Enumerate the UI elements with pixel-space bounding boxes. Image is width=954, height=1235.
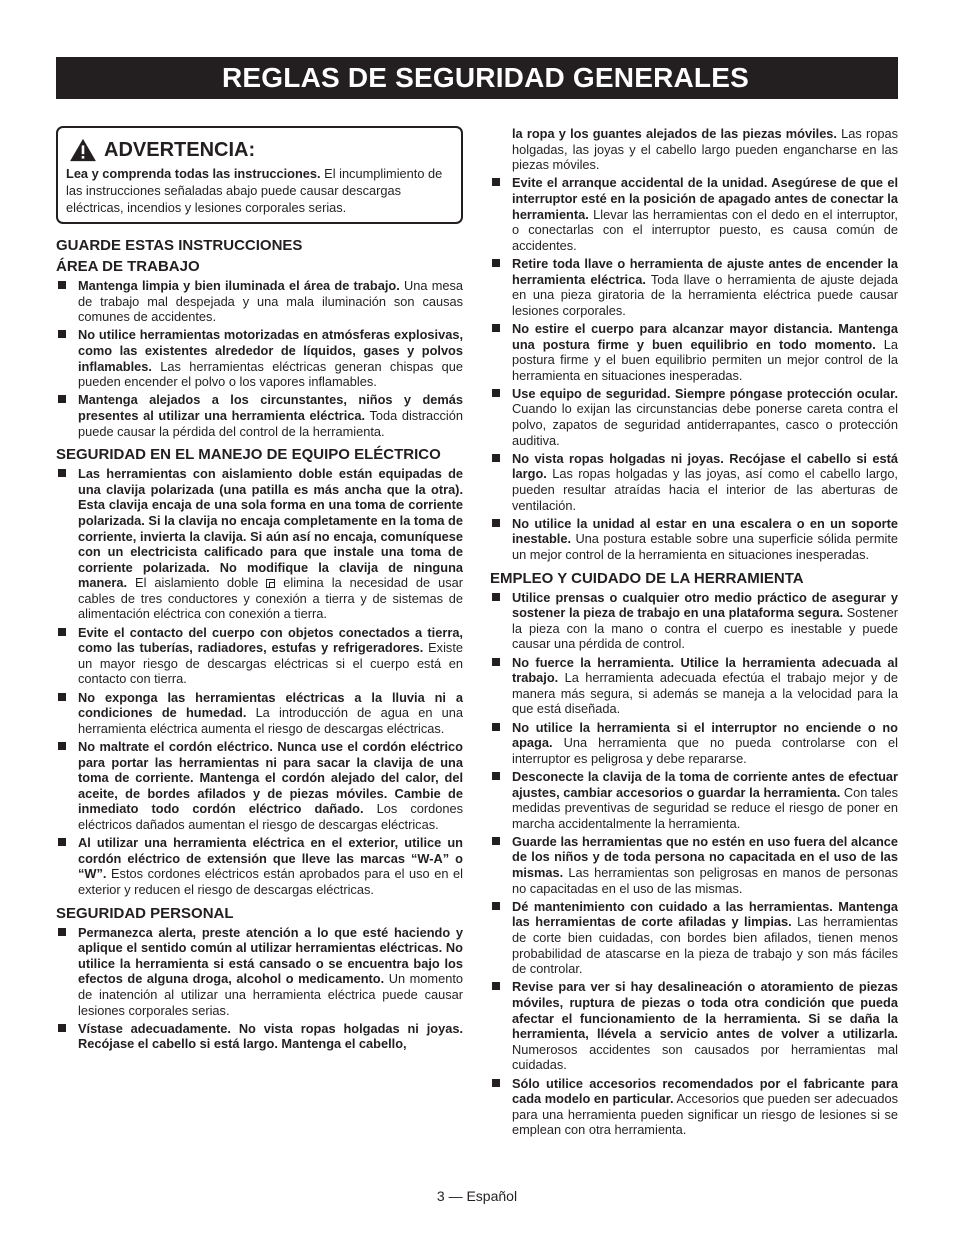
list-item: Vístase adecuadamente. No vista ropas holgadas ni joyas. Recójase el cabello si está largo. Mantenga el cabello, (56, 1021, 463, 1052)
warning-text: Lea y comprenda todas las instrucciones. El incumplimiento de las instrucciones señaladas abajo puede causar descargas eléctricas, incendios y lesiones corporales serias. (66, 166, 443, 215)
list-item: No vista ropas holgadas ni joyas. Recójase el cabello si está largo. Las ropas holgadas y las joyas, así como el cabello largo, pueden resultar atraídas hacia el interior de las aberturas de ventilación. (490, 451, 898, 513)
personal-safety-heading: SEGURIDAD PERSONAL (56, 904, 234, 922)
list-item: No estire el cuerpo para alcanzar mayor distancia. Mantenga una postura firme y buen equilibrio en todo momento. La postura firme y el buen equilibrio permiten un mejor control de la herramienta en situaciones inesperadas. (490, 321, 898, 383)
square-bullet-icon (58, 469, 66, 477)
list-item: No utilice la unidad al estar en una escalera o en un soporte inestable. Una postura estable sobre una superficie sólida permite un mejor control de la herramienta en situaciones inesperadas. (490, 516, 898, 563)
square-bullet-icon (492, 982, 500, 990)
square-bullet-icon (492, 324, 500, 332)
square-bullet-icon (492, 658, 500, 666)
list-item: Utilice prensas o cualquier otro medio práctico de asegurar y sostener la pieza de trabajo en una plataforma segura. Sostener la pieza con la mano o contra el cuerpo es inestable y puede causar una pérdida de control. (490, 590, 898, 652)
tool-care-list (490, 590, 898, 1138)
personal-safety-list-continued (490, 175, 898, 562)
square-bullet-icon (492, 723, 500, 731)
list-item: Desconecte la clavija de la toma de corriente antes de efectuar ajustes, cambiar accesorios o guardar la herramienta. Con tales medidas preventivas de seguridad se reduce el riesgo de poner en marcha accidentalmente la herramienta. (490, 769, 898, 831)
work-area-list (56, 278, 463, 439)
square-bullet-icon (492, 593, 500, 601)
list-item: No fuerce la herramienta. Utilice la herramienta adecuada al trabajo. La herramienta adecuada efectúa el trabajo mejor y de manera más segura, si además se maneja a la velocidad para la que está diseñada. (490, 655, 898, 717)
left-column (56, 126, 463, 1054)
square-bullet-icon (58, 928, 66, 936)
list-item: Use equipo de seguridad. Siempre póngase protección ocular. Cuando lo exijan las circunstancias debe ponerse careta contra el polvo, zapatos de seguridad antiderrapantes, casco o protección auditiva. (490, 386, 898, 448)
list-item: Al utilizar una herramienta eléctrica en el exterior, utilice un cordón eléctrico de extensión que lleve las marcas “W-A” o “W”. Estos cordones eléctricos están aprobados para el uso en el exterior y reducen el riesgo de descargas eléctricas. (56, 835, 463, 897)
square-bullet-icon (58, 742, 66, 750)
page-title: REGLAS DE SEGURIDAD GENERALES (222, 62, 749, 93)
list-item: Guarde las herramientas que no estén en uso fuera del alcance de los niños y de toda persona no capacitada en el uso de las mismas. Las herramientas son peligrosas en manos de personas no capacitadas en el uso de las mismas. (490, 834, 898, 896)
list-item: Las herramientas con aislamiento doble están equipadas de una clavija polarizada (una patilla es más ancha que la otra). Esta clavija encaja de una sola forma en una toma de corriente polarizada. Si la clavija no encaja completamente en la toma de corriente, invierta la clavija. Si aún así no encaja, comuníquese con un electricista calificado para que instale una toma de corriente polarizada. No modifique la clavija de ninguna manera. El aislamiento doble elimina la necesidad de usar cables de tres conductores y conexión a tierra y de sistemas de alimentación eléctrica con conexión a tierra. (56, 466, 463, 622)
list-item: No exponga las herramientas eléctricas a la lluvia ni a condiciones de humedad. La introducción de agua en una herramienta eléctrica aumenta el riesgo de descargas eléctricas. (56, 690, 463, 737)
square-bullet-icon (492, 259, 500, 267)
warning-triangle-icon (68, 138, 98, 162)
double-insulation-icon (266, 579, 275, 588)
work-area-heading: ÁREA DE TRABAJO (56, 258, 200, 275)
list-item: Mantenga alejados a los circunstantes, niños y demás presentes al utilizar una herramienta eléctrica. Toda distracción puede causar la pérdida del control de la herramienta. (56, 392, 463, 439)
square-bullet-icon (492, 389, 500, 397)
electrical-safety-list-rest (56, 625, 463, 898)
continued-text: la ropa y los guantes alejados de las piezas móviles. Las ropas holgadas, las joyas y el cabello largo pueden engancharse en las piezas móviles. (512, 126, 898, 173)
square-bullet-icon (58, 281, 66, 289)
right-column (490, 126, 898, 1141)
list-item: No utilice herramientas motorizadas en atmósferas explosivas, como las existentes alrededor de líquidos, gases y polvos inflamables. Las herramientas eléctricas generan chispas que pueden encender el polvo o los vapores inflamables. (56, 327, 463, 389)
page-title-banner (56, 57, 898, 99)
personal-safety-list (56, 925, 463, 1052)
square-bullet-icon (58, 628, 66, 636)
list-item: No utilice la herramienta si el interruptor no enciende o no apaga. Una herramienta que no pueda controlarse con el interruptor es peligrosa y debe repararse. (490, 720, 898, 767)
square-bullet-icon (492, 837, 500, 845)
square-bullet-icon (492, 772, 500, 780)
list-item: Mantenga limpia y bien iluminada el área de trabajo. Una mesa de trabajo mal despejada y una mala iluminación son causas comunes de accidentes. (56, 278, 463, 325)
square-bullet-icon (58, 395, 66, 403)
electrical-safety-list (56, 466, 463, 622)
square-bullet-icon (492, 902, 500, 910)
list-item: Evite el contacto del cuerpo con objetos conectados a tierra, como las tuberías, radiadores, estufas y refrigeradores. Existe un mayor riesgo de descargas eléctricas si el cuerpo está en contacto con tierra. (56, 625, 463, 687)
square-bullet-icon (58, 330, 66, 338)
list-item: Revise para ver si hay desalineación o atoramiento de piezas móviles, ruptura de piezas o toda otra condición que pueda afectar el funcionamiento de la herramienta. Si se daña la herramienta, llévela a servicio antes de volver a utilizarla. Numerosos accidentes son causados por herramientas mal cuidadas. (490, 979, 898, 1073)
list-item: Retire toda llave o herramienta de ajuste antes de encender la herramienta eléctrica. Toda llave o herramienta de ajuste dejada en una pieza giratoria de la herramienta eléctrica puede causar lesiones corporales. (490, 256, 898, 318)
page-footer: 3 — Español (436, 1188, 518, 1204)
square-bullet-icon (58, 1024, 66, 1032)
square-bullet-icon (492, 1079, 500, 1087)
tool-care-heading: EMPLEO Y CUIDADO DE LA HERRAMIENTA (490, 569, 804, 587)
list-item: Dé mantenimiento con cuidado a las herramientas. Mantenga las herramientas de corte afiladas y limpias. Las herramientas de corte bien cuidadas, con bordes bien afilados, tienen menos probabilidad de atascarse en la pieza de trabajo y son más fáciles de controlar. (490, 899, 898, 977)
square-bullet-icon (58, 838, 66, 846)
warning-title: ADVERTENCIA: (104, 138, 256, 161)
square-bullet-icon (492, 178, 500, 186)
list-item: Sólo utilice accesorios recomendados por el fabricante para cada modelo en particular. Accesorios que pueden ser adecuados para una herramienta pueden significar un riesgo de lesiones si se emplean con otra herramienta. (490, 1076, 898, 1138)
list-item: Permanezca alerta, preste atención a lo que esté haciendo y aplique el sentido común al utilizar herramientas eléctricas. No utilice la herramienta si está cansado o se encuentra bajo los efectos de alguna droga, alcohol o medicamento. Un momento de inatención al utilizar una herramienta eléctrica puede causar lesiones corporales serias. (56, 925, 463, 1019)
list-item: Evite el arranque accidental de la unidad. Asegúrese de que el interruptor esté en la posición de apagado antes de conectar la herramienta. Llevar las herramientas con el dedo en el interruptor, o conectarlas con el interruptor puesto, es causa común de accidentes. (490, 175, 898, 253)
square-bullet-icon (492, 454, 500, 462)
square-bullet-icon (492, 519, 500, 527)
electrical-safety-heading: SEGURIDAD EN EL MANEJO DE EQUIPO ELÉCTRICO (56, 446, 441, 464)
list-item: No maltrate el cordón eléctrico. Nunca use el cordón eléctrico para portar las herramientas ni para sacar la clavija de una toma de corriente. Mantenga el cordón alejado del calor, del aceite, de bordes afilados y de piezas móviles. Cambie de inmediato todo cordón eléctrico dañado. Los cordones eléctricos dañados aumentan el riesgo de descargas eléctricas. (56, 739, 463, 833)
warning-box (56, 126, 463, 224)
square-bullet-icon (58, 693, 66, 701)
save-instructions-heading: GUARDE ESTAS INSTRUCCIONES (56, 237, 303, 254)
